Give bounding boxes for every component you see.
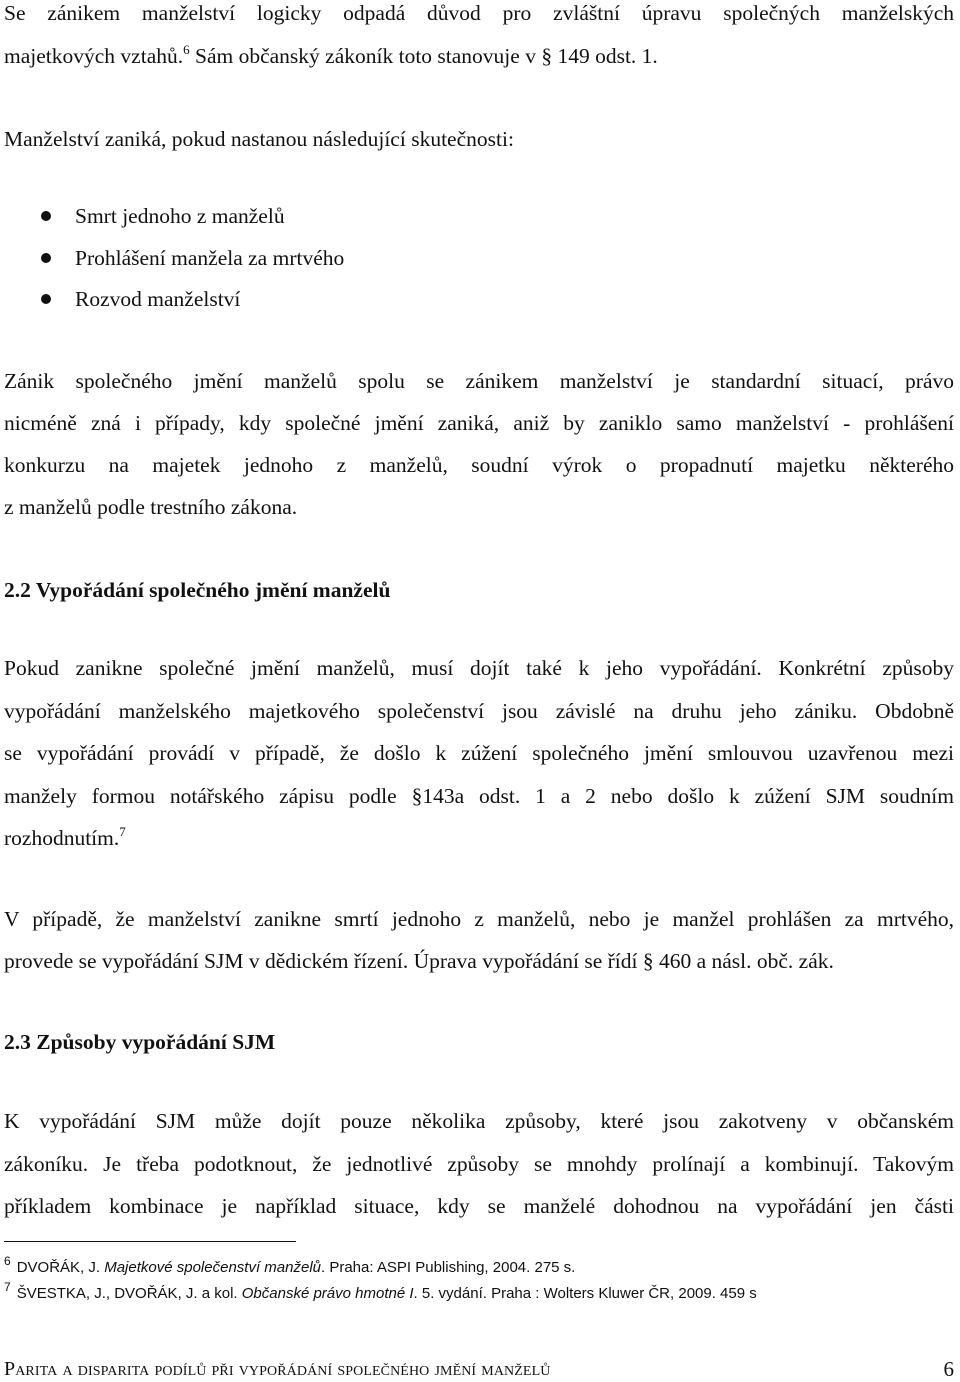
body-text-line: zákoníku. Je třeba podotknout, že jednotlivé způsoby se mnohdy prolínají a kombinují. Takovým bbox=[4, 1152, 954, 1176]
section-symbol: § bbox=[541, 44, 553, 68]
body-text-line: K vypořádání SJM může dojít pouze několika způsoby, které jsou zakotveny v občanském bbox=[4, 1109, 954, 1133]
body-text-line bbox=[4, 825, 126, 851]
footnote-number: 7 bbox=[4, 1280, 11, 1294]
body-text-line: se vypořádání provádí v případě, že došlo k zúžení společného jmění smlouvou uzavřenou mezi bbox=[4, 741, 954, 765]
footnote-separator bbox=[4, 1241, 296, 1242]
footnote-ref[interactable]: 7 bbox=[119, 824, 126, 839]
text-run: . 5. vydání. Praha : Wolters Kluwer ČR, 2009. 459 s bbox=[413, 1285, 757, 1302]
section-heading: 2.2 Vypořádání společného jmění manželů bbox=[4, 578, 391, 602]
text-run: rozhodnutím. bbox=[4, 826, 120, 850]
bullet-dot-icon bbox=[41, 294, 51, 304]
footnote-ref[interactable]: 6 bbox=[183, 42, 190, 57]
list-item: Prohlášení manžela za mrtvého bbox=[75, 246, 345, 270]
body-text-line: nicméně zná i případy, kdy společné jmění zaniká, aniž by zaniklo samo manželství - prohlášení bbox=[4, 411, 954, 435]
footnote bbox=[4, 1280, 757, 1303]
text-run: 460 a násl. obč. zák. bbox=[653, 949, 834, 973]
text-run: 143a odst. 1 a 2 nebo došlo k zúžení SJM soudním bbox=[422, 784, 954, 808]
citation-title: Občanské právo hmotné I bbox=[241, 1285, 414, 1302]
text-run: Sám občanský zákoník toto stanovuje v bbox=[189, 44, 542, 68]
citation-title: Majetkové společenství manželů bbox=[104, 1259, 321, 1276]
body-text-line bbox=[4, 783, 954, 809]
page-footer bbox=[4, 1357, 954, 1381]
text-run: . Praha: ASPI Publishing, 2004. 275 s. bbox=[321, 1259, 576, 1276]
body-text-line: konkurzu na majetek jednoho z manželů, soudní výrok o propadnutí majetku některého bbox=[4, 453, 954, 477]
body-text-line: příkladem kombinace je například situace, kdy se manželé dohodnou na vypořádání jen části bbox=[4, 1194, 954, 1218]
bullet-dot-icon bbox=[41, 253, 51, 263]
body-text-line: Manželství zaniká, pokud nastanou následující skutečnosti: bbox=[4, 127, 514, 151]
section-heading: 2.3 Způsoby vypořádání SJM bbox=[4, 1030, 276, 1054]
text-run: DVOŘÁK, J. bbox=[16, 1259, 105, 1276]
bullet-dot-icon bbox=[41, 211, 51, 221]
text-run: majetkových vztahů. bbox=[4, 44, 184, 68]
body-text-line bbox=[4, 948, 834, 974]
footnote-number: 6 bbox=[4, 1254, 11, 1268]
text-run: ŠVESTKA, J., DVOŘÁK, J. a kol. bbox=[16, 1285, 242, 1302]
body-text-line: z manželů podle trestního zákona. bbox=[4, 495, 298, 519]
text-run: manžely formou notářského zápisu podle bbox=[4, 784, 412, 808]
section-symbol: § bbox=[642, 949, 654, 973]
text-run: 149 odst. 1. bbox=[552, 44, 658, 68]
body-text-line: V případě, že manželství zanikne smrtí jednoho z manželů, nebo je manžel prohlášen za mrtvého, bbox=[4, 907, 954, 931]
page-number: 6 bbox=[943, 1357, 954, 1381]
body-text-line: Pokud zanikne společné jmění manželů, musí dojít také k jeho vypořádání. Konkrétní způsoby bbox=[4, 656, 954, 680]
section-symbol: § bbox=[411, 784, 423, 808]
body-text-line bbox=[4, 43, 658, 69]
body-text-line: Zánik společného jmění manželů spolu se zánikem manželství je standardní situací, právo bbox=[4, 369, 954, 393]
footnote bbox=[4, 1254, 576, 1277]
body-text-line: vypořádání manželského majetkového společenství jsou závislé na druhu jeho zániku. Obdobně bbox=[4, 699, 954, 723]
body-text-line: Se zánikem manželství logicky odpadá důvod pro zvláštní úpravu společných manželských bbox=[4, 1, 954, 25]
list-item: Rozvod manželství bbox=[75, 287, 241, 311]
list-item: Smrt jednoho z manželů bbox=[75, 204, 285, 228]
footer-title: Parita a disparita podílů při vypořádání společného jmění manželů bbox=[4, 1358, 551, 1380]
text-run: provede se vypořádání SJM v dědickém řízení. Úprava vypořádání se řídí bbox=[4, 949, 643, 973]
